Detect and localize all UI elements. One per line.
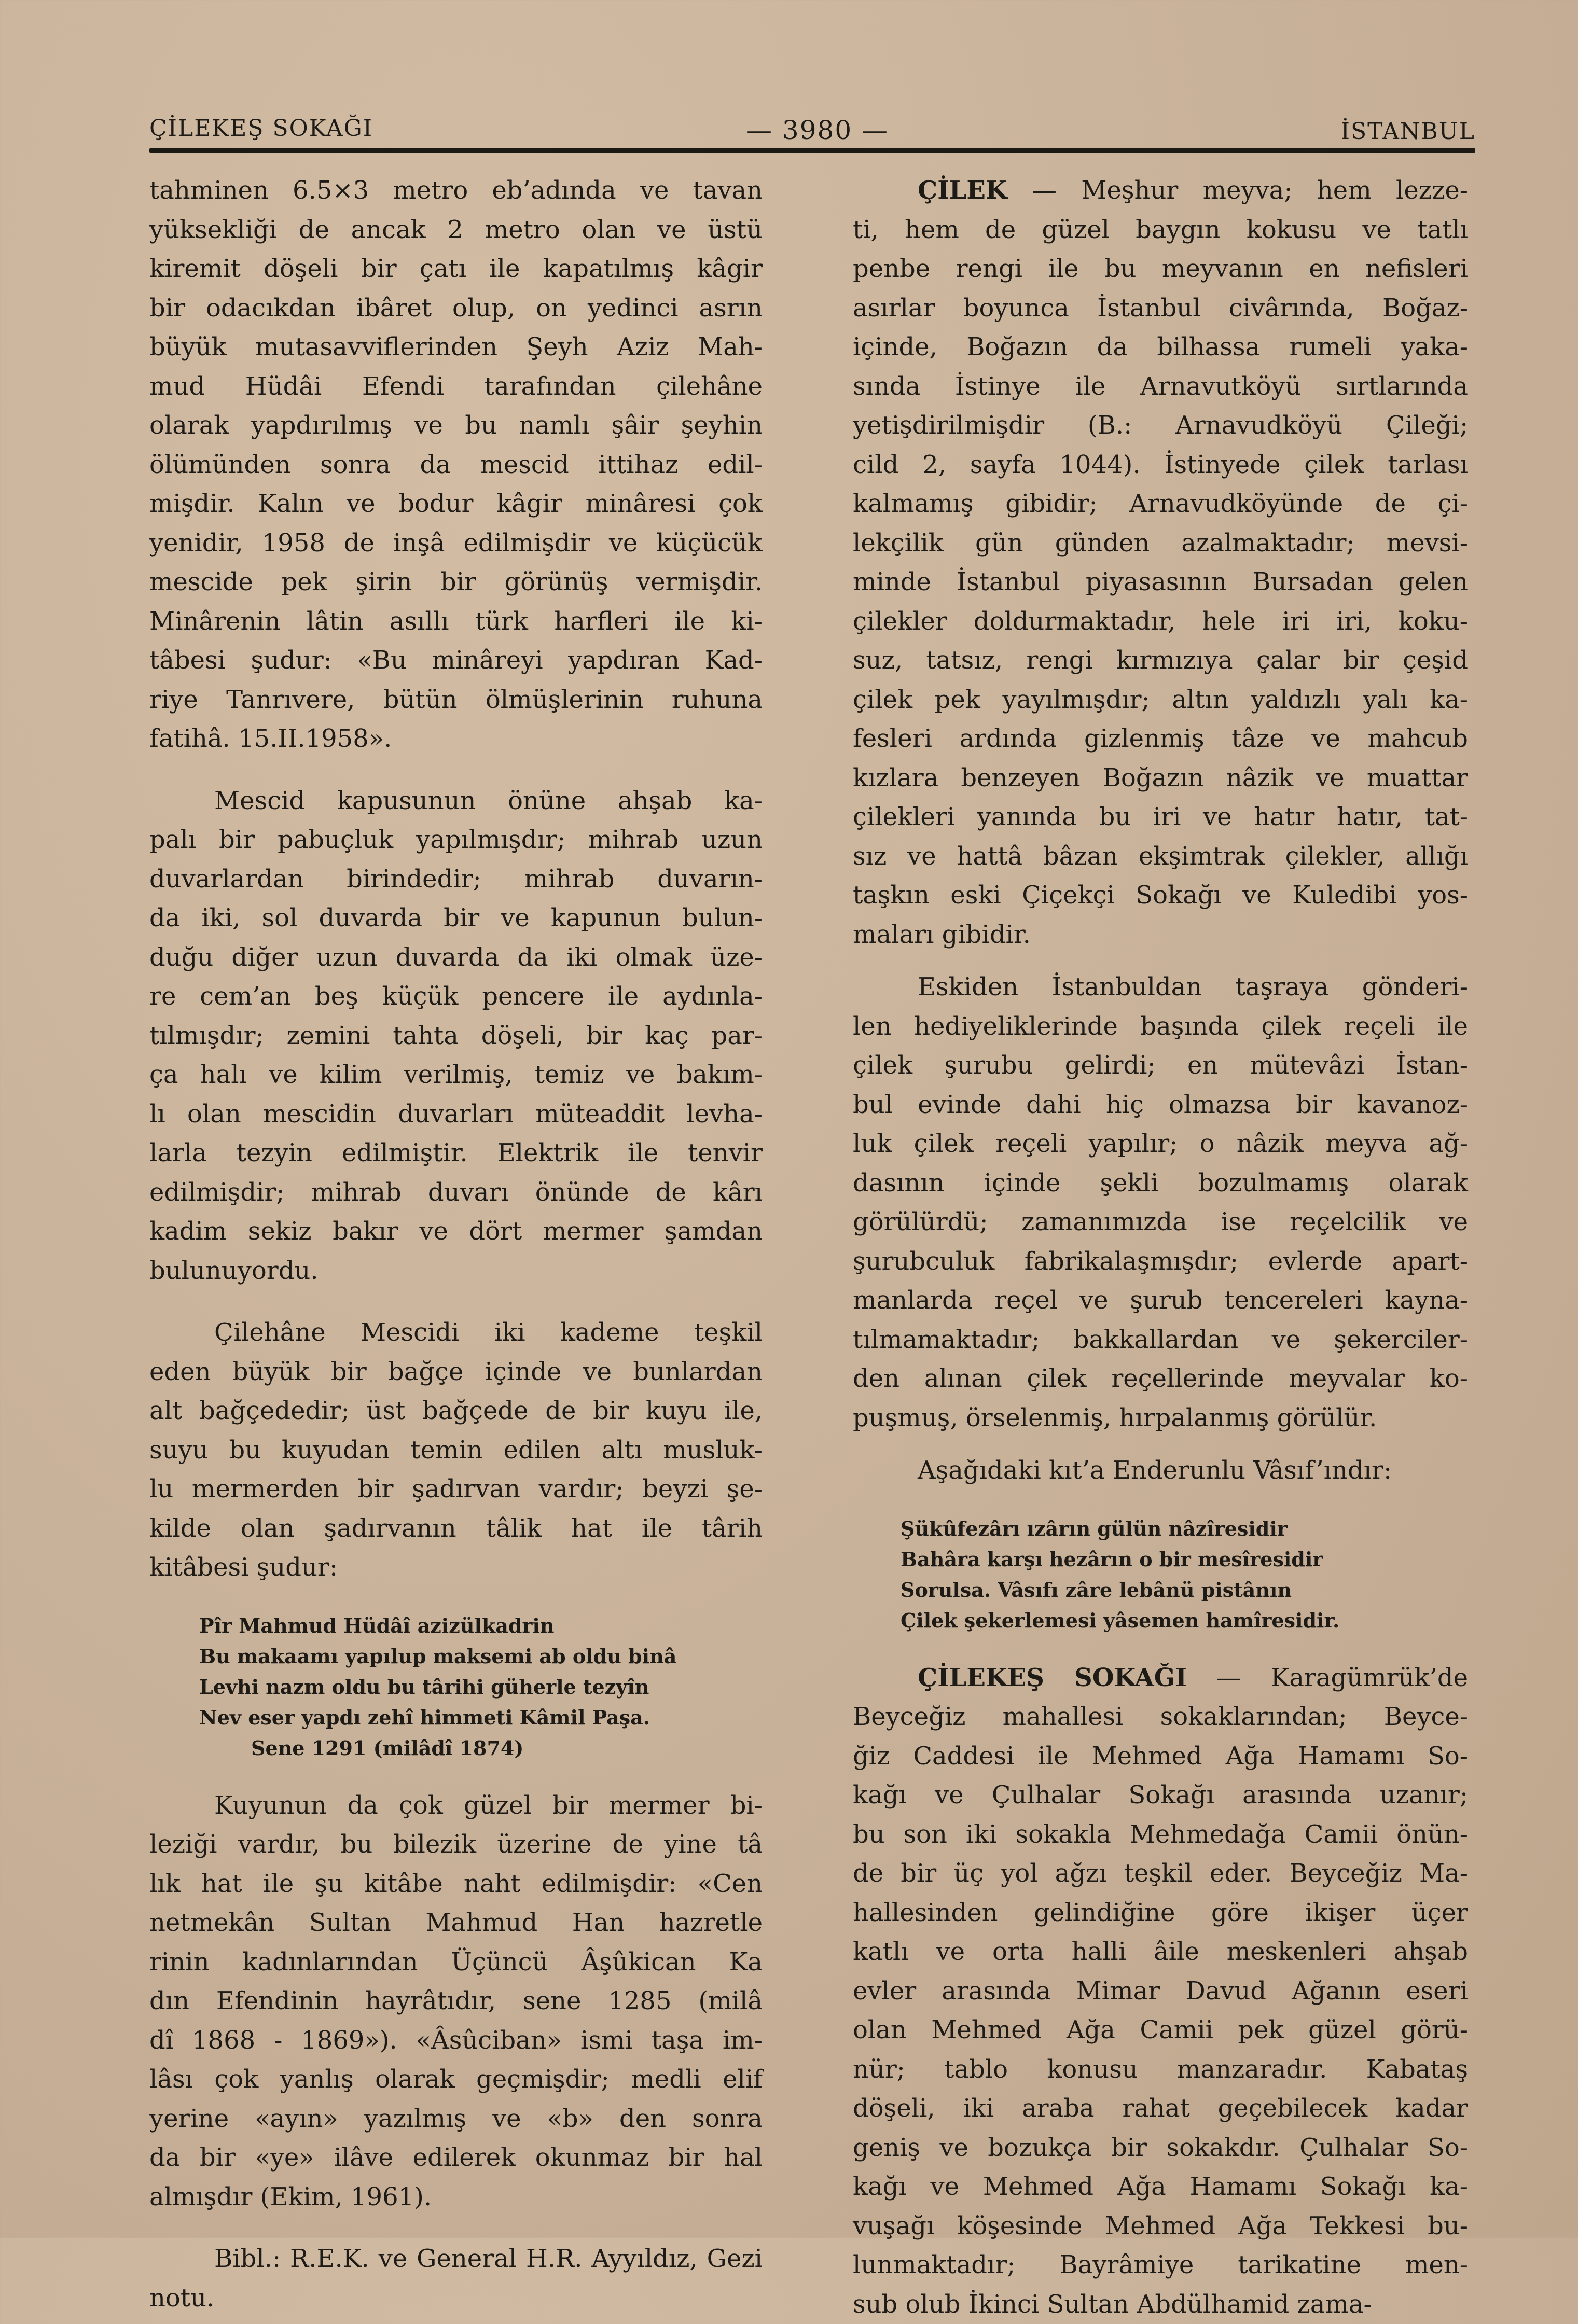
text-line: maları gibidir. xyxy=(853,915,1468,955)
text-line: şurubculuk fabrikalaşmışdır; evlerde apart- xyxy=(853,1242,1468,1282)
text-line: Bibl.: R.E.K. ve General H.R. Ayyıldız, Gezi xyxy=(149,2239,763,2279)
entry-term-cilek: ÇİLEK xyxy=(918,176,1007,205)
text-line: geniş ve bozukça bir sokakdır. Çulhalar So- xyxy=(853,2128,1468,2168)
text-line: re cem’an beş küçük pencere ile aydınla- xyxy=(149,977,763,1017)
text-line: kitâbesi şudur: xyxy=(149,1548,763,1588)
text-line: evler arasında Mimar Davud Ağanın eseri xyxy=(853,1972,1468,2011)
text-line: kağı ve Mehmed Ağa Hamamı Sokağı ka- xyxy=(853,2167,1468,2207)
entry-first-line: ÇİLEK — Meşhur meyva; hem lezze- xyxy=(853,171,1468,211)
verse-line: Sorulsa. Vâsıfı zâre lebânü pistânın xyxy=(901,1575,1468,1605)
text-line: yetişdirilmişdir (B.: Arnavudköyü Çileği; xyxy=(853,406,1468,446)
left-column xyxy=(149,171,763,2318)
text-line: alt bağçededir; üst bağçede de bir kuyu ile, xyxy=(149,1391,763,1431)
text-line: mud Hüdâi Efendi tarafından çilehâne xyxy=(149,367,763,407)
text-line: görülürdü; zamanımızda ise reçelcilik ve xyxy=(853,1203,1468,1242)
text-line: sub olub İkinci Sultan Abdülhamid zama- xyxy=(853,2285,1468,2324)
text-line: vuşağı köşesinde Mehmed Ağa Tekkesi bu- xyxy=(853,2207,1468,2246)
text-line: minde İstanbul piyasasının Bursadan gelen xyxy=(853,563,1468,602)
text-line: hallesinden gelindiğine göre ikişer üçer xyxy=(853,1894,1468,1933)
page-number: — 3980 — xyxy=(746,115,889,145)
text-line: tılmışdır; zemini tahta döşeli, bir kaç par- xyxy=(149,1017,763,1056)
text-line: yerine «ayın» yazılmış ve «b» den sonra xyxy=(149,2099,763,2139)
text-line: fatihâ. 15.II.1958». xyxy=(149,719,763,759)
text-line: dî 1868 - 1869»). «Âsûciban» ismi taşa im- xyxy=(149,2021,763,2061)
text-line: kiremit döşeli bir çatı ile kapatılmış kâgir xyxy=(149,249,763,289)
header-entry-title: ÇİLEKEŞ SOKAĞI xyxy=(149,115,373,142)
text-line: taşkın eski Çiçekçi Sokağı ve Kuledibi yos- xyxy=(853,876,1468,915)
text-line: Beyceğiz mahallesi sokaklarından; Beyce- xyxy=(853,1697,1468,1737)
text-line: çilekler doldurmaktadır, hele iri iri, koku- xyxy=(853,602,1468,642)
text-line: palı bir pabuçluk yapılmışdır; mihrab uzun xyxy=(149,820,763,860)
vasif-verse xyxy=(853,1513,1468,1636)
entry-first-line: ÇİLEKEŞ SOKAĞI — Karagümrük’de xyxy=(853,1659,1468,1698)
text-line: kızlara benzeyen Boğazın nâzik ve muattar xyxy=(853,759,1468,798)
text-line: kilde olan şadırvanın tâlik hat ile târih xyxy=(149,1509,763,1549)
text-line: ğiz Caddesi ile Mehmed Ağa Hamamı So- xyxy=(853,1737,1468,1776)
text-line: kadim sekiz bakır ve dört mermer şamdan xyxy=(149,1212,763,1251)
text-line: lâsı çok yanlış olarak geçmişdir; medli elif xyxy=(149,2060,763,2099)
header-rule xyxy=(149,148,1475,153)
paragraph-mescid-interior xyxy=(149,782,763,1291)
text-line: olarak yapdırılmış ve bu namlı şâir şeyhin xyxy=(149,406,763,446)
text-line: tâbesi şudur: «Bu minâreyi yapdıran Kad- xyxy=(149,641,763,680)
text-line: da bir «ye» ilâve edilerek okunmaz bir hal xyxy=(149,2138,763,2178)
text-line: de bir üç yol ağzı teşkil eder. Beyceğiz Ma- xyxy=(853,1854,1468,1894)
verse-line: Levhi nazm oldu bu târihi güherle tezyîn xyxy=(199,1672,763,1702)
text-line: tılmamaktadır; bakkallardan ve şekerciler- xyxy=(853,1320,1468,1360)
text-line: çilek şurubu gelirdi; en mütevâzi İstan- xyxy=(853,1046,1468,1086)
text-line: penbe rengi ile bu meyvanın en nefisleri xyxy=(853,249,1468,289)
text-line: puşmuş, örselenmiş, hırpalanmış görülür. xyxy=(853,1399,1468,1438)
text-line: katlı ve orta halli âile meskenleri ahşab xyxy=(853,1932,1468,1972)
text-line: Minârenin lâtin asıllı türk harfleri ile ki- xyxy=(149,602,763,642)
text-line: lekçilik gün günden azalmaktadır; mevsi- xyxy=(853,524,1468,563)
text-line: sız ve hattâ bâzan ekşimtrak çilekler, allığı xyxy=(853,837,1468,876)
entry-term-cilekes-sokagi: ÇİLEKEŞ SOKAĞI xyxy=(918,1663,1187,1692)
bibliography xyxy=(149,2239,763,2318)
text-line: len hediyeliklerinde başında çilek reçeli ile xyxy=(853,1007,1468,1047)
text-line: rinin kadınlarından Üçüncü Âşûkican Ka xyxy=(149,1943,763,1982)
text-line: lık hat ile şu kitâbe naht edilmişdir: «Cen xyxy=(149,1864,763,1904)
text-line: suz, tatsız, rengi kırmızıya çalar bir çeşid xyxy=(853,641,1468,680)
header-city: İSTANBUL xyxy=(1341,118,1475,145)
text-line: yüksekliği de ancak 2 metro olan ve üstü xyxy=(149,211,763,250)
verse-line: Çilek şekerlemesi yâsemen hamîresidir. xyxy=(901,1605,1468,1636)
text-line: bir odacıkdan ibâret olup, on yedinci asrın xyxy=(149,289,763,328)
text-line: lı olan mescidin duvarları müteaddit levha- xyxy=(149,1095,763,1134)
text-line: notu. xyxy=(149,2279,763,2318)
text-line: almışdır (Ekim, 1961). xyxy=(149,2178,763,2217)
paragraph-mescid-description xyxy=(149,171,763,759)
entry-cilek xyxy=(853,171,1468,954)
text-line: manlarda reçel ve şurub tencereleri kayna- xyxy=(853,1281,1468,1320)
text-line: dasının içinde şekli bozulmamış olarak xyxy=(853,1164,1468,1203)
text-line: büyük mutasavviflerinden Şeyh Aziz Mah- xyxy=(149,328,763,367)
entry-cilekes-sokagi xyxy=(853,1659,1468,2324)
text-line: ça halı ve kilim verilmiş, temiz ve bakım- xyxy=(149,1055,763,1095)
text-line: mescide pek şirin bir görünüş vermişdir. xyxy=(149,563,763,602)
verse-line: Pîr Mahmud Hüdâî azizülkadrin xyxy=(199,1610,763,1641)
encyclopedia-page xyxy=(149,109,1475,153)
text-line: bu son iki sokakla Mehmedağa Camii önün- xyxy=(853,1815,1468,1855)
text-line: da iki, sol duvarda bir ve kapunun bulun- xyxy=(149,899,763,938)
text-line: olan Mehmed Ağa Camii pek güzel görü- xyxy=(853,2011,1468,2050)
text-line: sında İstinye ile Arnavutköyü sırtlarında xyxy=(853,367,1468,407)
text-line: döşeli, iki araba rahat geçebilecek kadar xyxy=(853,2089,1468,2128)
text-line: dın Efendinin hayrâtıdır, sene 1285 (milâ xyxy=(149,1982,763,2021)
text-line: luk çilek reçeli yapılır; o nâzik meyva ağ- xyxy=(853,1124,1468,1164)
text-line: kağı ve Çulhalar Sokağı arasında uzanır; xyxy=(853,1776,1468,1815)
text-line: leziği vardır, bu bilezik üzerine de yine tâ xyxy=(149,1825,763,1864)
paragraph-verse-intro xyxy=(853,1451,1468,1491)
text-line: Aşağıdaki kıt’a Enderunlu Vâsıf’ındır: xyxy=(853,1451,1468,1491)
paragraph-well xyxy=(149,1786,763,2217)
text-line: fesleri ardında gizlenmiş tâze ve mahcub xyxy=(853,719,1468,759)
verse-line: Sene 1291 (milâdî 1874) xyxy=(199,1733,763,1763)
text-line: ölümünden sonra da mescid ittihaz edil- xyxy=(149,446,763,485)
text-line: lu mermerden bir şadırvan vardır; beyzi şe- xyxy=(149,1470,763,1509)
text-line: Çilehâne Mescidi iki kademe teşkil xyxy=(149,1313,763,1353)
text-line: Kuyunun da çok güzel bir mermer bi- xyxy=(149,1786,763,1826)
text-line: larla tezyin edilmiştir. Elektrik ile tenvir xyxy=(149,1134,763,1173)
text-line: suyu bu kuyudan temin edilen altı musluk- xyxy=(149,1431,763,1470)
text-line: Mescid kapusunun önüne ahşab ka- xyxy=(149,782,763,821)
inscription-verse xyxy=(149,1610,763,1763)
text-line: çilekleri yanında bu iri ve hatır hatır, tat- xyxy=(853,798,1468,837)
text-line: Eskiden İstanbuldan taşraya gönderi- xyxy=(853,968,1468,1007)
text-line: eden büyük bir bağçe içinde ve bunlardan xyxy=(149,1353,763,1392)
text-line: nür; tablo konusu manzaradır. Kabataş xyxy=(853,2050,1468,2090)
text-line: ti, hem de güzel baygın kokusu ve tatlı xyxy=(853,211,1468,250)
right-column xyxy=(853,171,1468,2324)
verse-line: Bahâra karşı hezârın o bir mesîresidir xyxy=(901,1544,1468,1575)
text-line: riye Tanrıvere, bütün ölmüşlerinin ruhuna xyxy=(149,680,763,720)
verse-line: Nev eser yapdı zehî himmeti Kâmil Paşa. xyxy=(199,1702,763,1733)
paragraph-jam xyxy=(853,968,1468,1438)
verse-line: Bu makaamı yapılup maksemi ab oldu binâ xyxy=(199,1641,763,1672)
text-line: yenidir, 1958 de inşâ edilmişdir ve küçücük xyxy=(149,524,763,563)
verse-line: Şükûfezârı ızârın gülün nâzîresidir xyxy=(901,1513,1468,1544)
text-line: içinde, Boğazın da bilhassa rumeli yaka- xyxy=(853,328,1468,367)
text-line: cild 2, sayfa 1044). İstinyede çilek tarlası xyxy=(853,446,1468,485)
text-line: bul evinde dahi hiç olmazsa bir kavanoz- xyxy=(853,1086,1468,1125)
text-line: mişdir. Kalın ve bodur kâgir minâresi çok xyxy=(149,484,763,524)
text-line: netmekân Sultan Mahmud Han hazretle xyxy=(149,1903,763,1943)
text-line: edilmişdir; mihrab duvarı önünde de kârı xyxy=(149,1173,763,1213)
text-line: asırlar boyunca İstanbul civârında, Boğaz- xyxy=(853,289,1468,328)
text-line: çilek pek yayılmışdır; altın yaldızlı yalı ka- xyxy=(853,680,1468,720)
text-line: den alınan çilek reçellerinde meyvalar ko- xyxy=(853,1359,1468,1399)
text-line: tahminen 6.5×3 metro eb’adında ve tavan xyxy=(149,171,763,211)
paragraph-garden xyxy=(149,1313,763,1588)
text-line: kalmamış gibidir; Arnavudköyünde de çi- xyxy=(853,484,1468,524)
text-line: duğu diğer uzun duvarda da iki olmak üze- xyxy=(149,938,763,978)
text-line: duvarlardan birindedir; mihrab duvarın- xyxy=(149,860,763,899)
running-head xyxy=(149,109,1475,145)
text-line: bulunuyordu. xyxy=(149,1251,763,1291)
text-line: lunmaktadır; Bayrâmiye tarikatine men- xyxy=(853,2246,1468,2285)
